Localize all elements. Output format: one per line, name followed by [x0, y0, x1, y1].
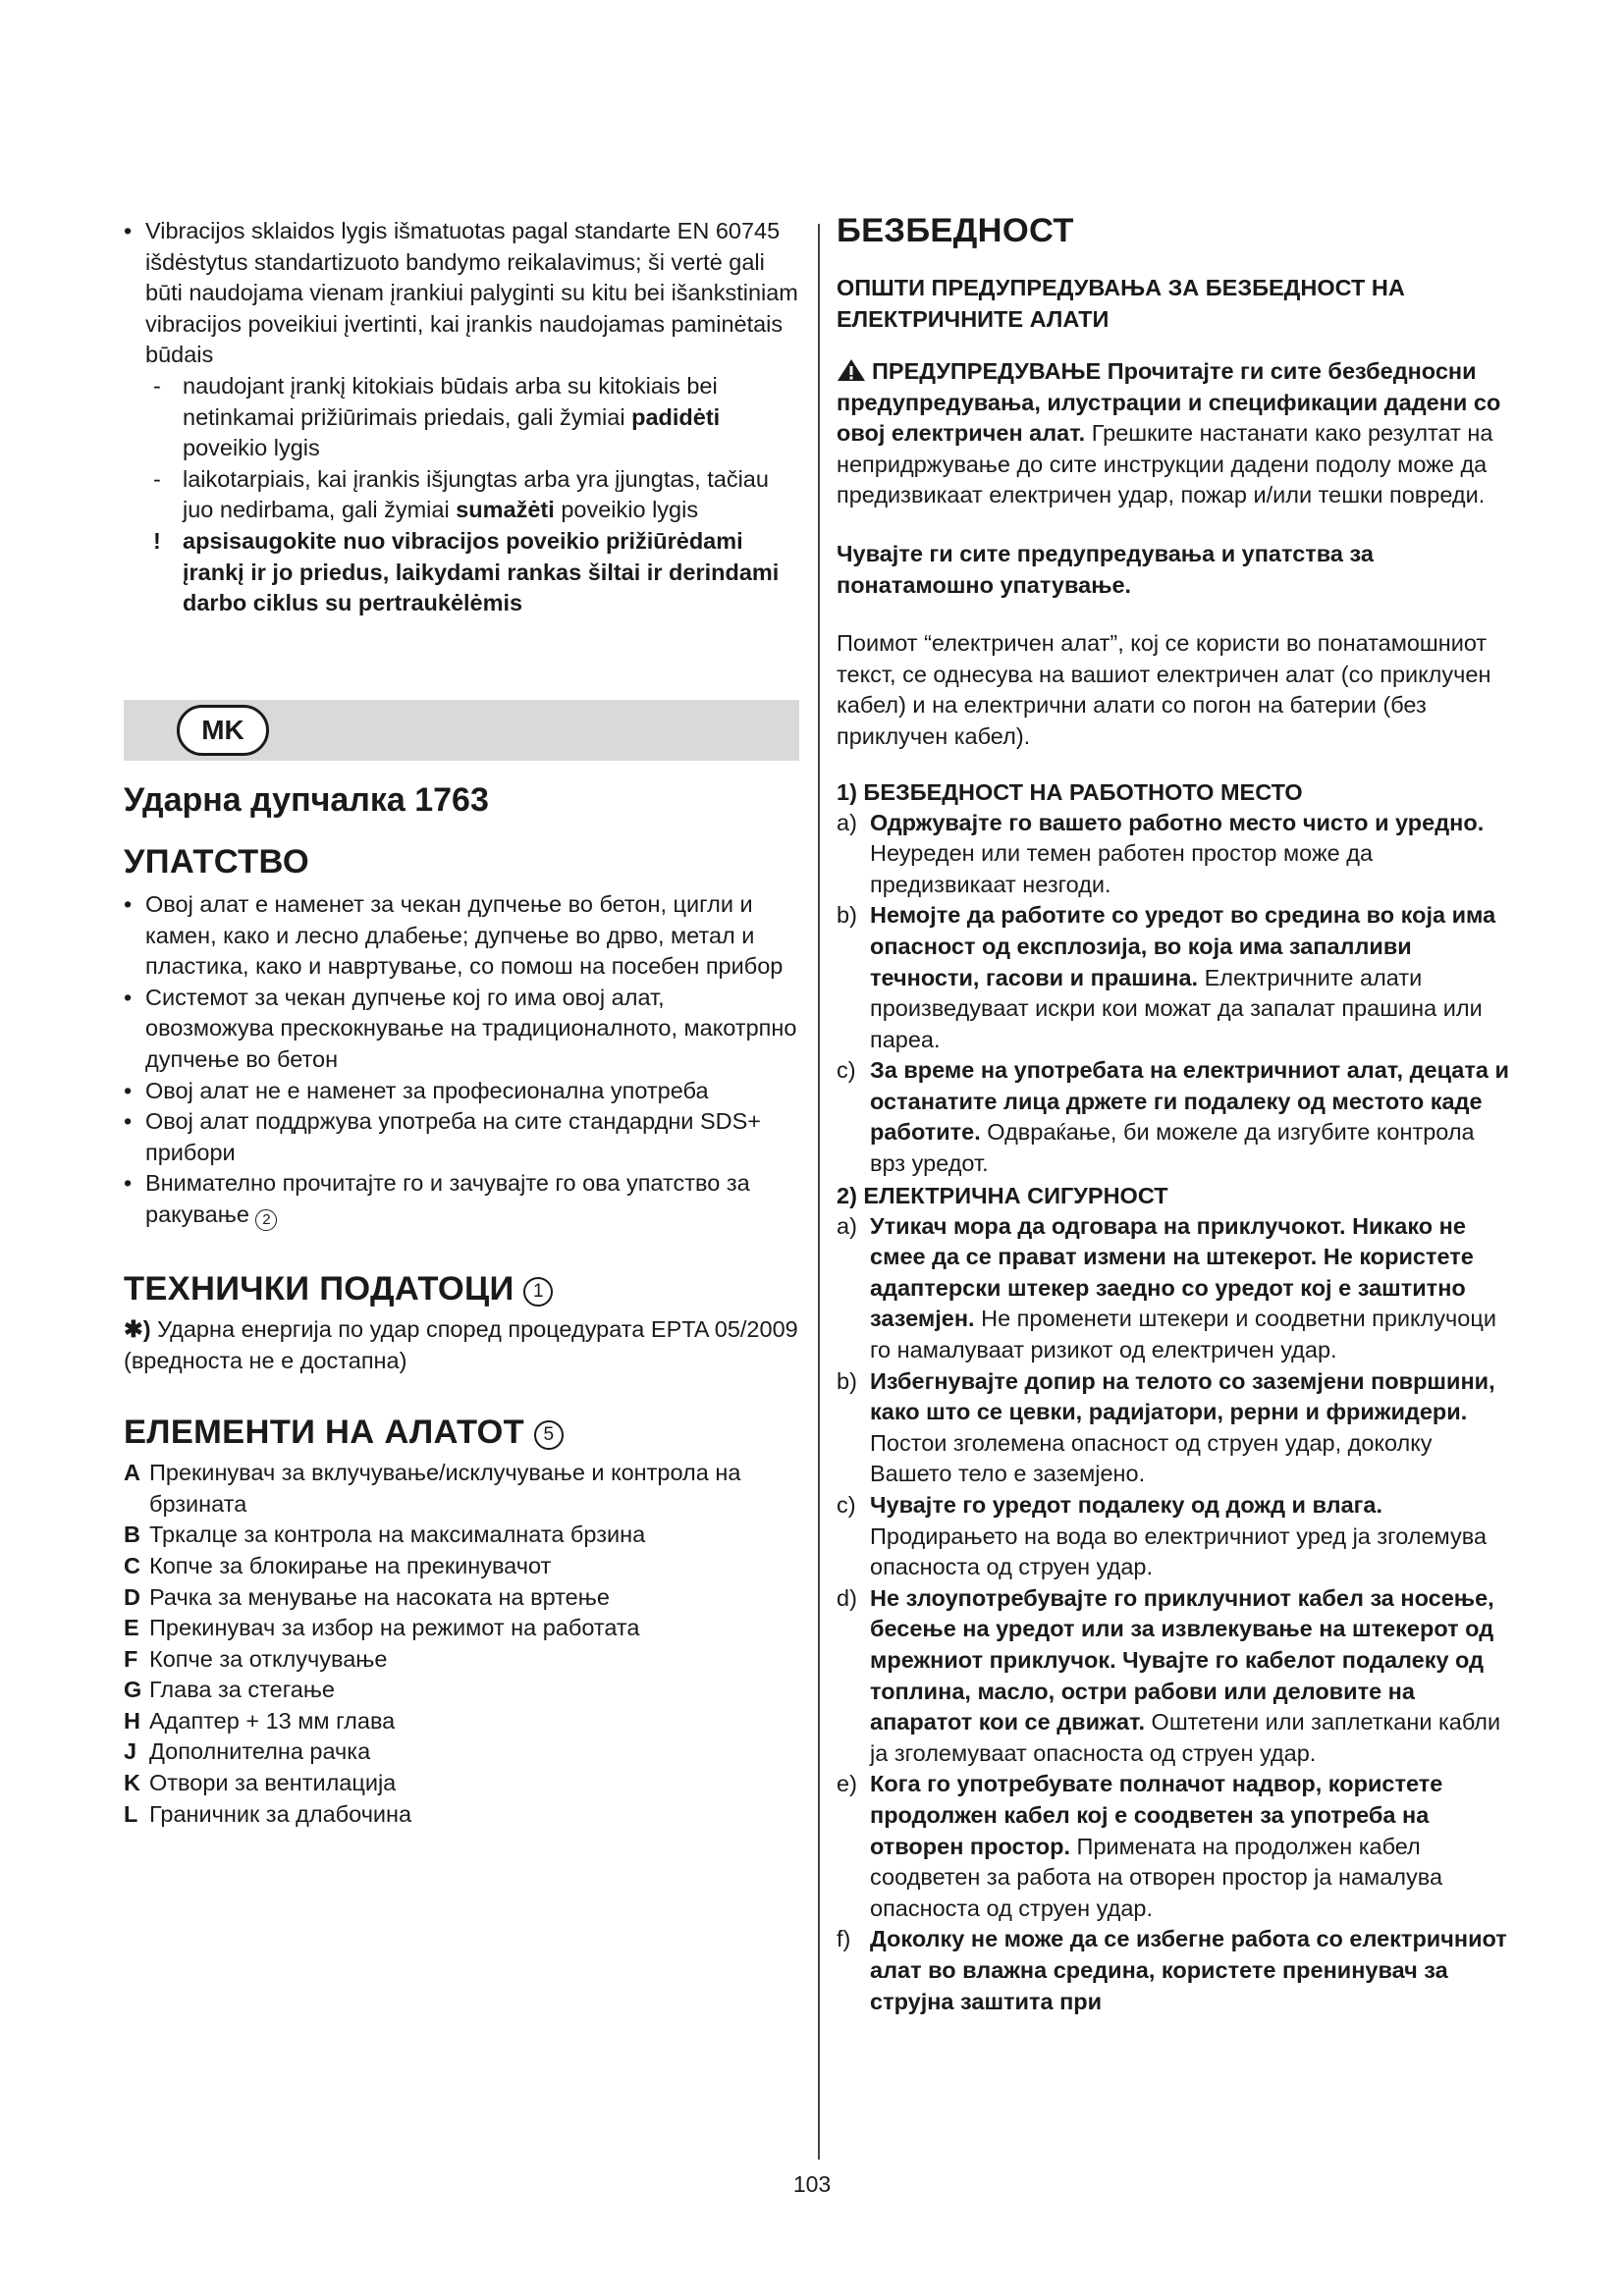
parts-list	[124, 1458, 799, 1830]
safety-item: e) Кога го употребувате полначот надвор, користете продолжен кабел кој е соодветен за употреба на отворен простор. Примената на продолжен кабел соодветен за работа на отворен простор ја намалува опасноста од струен удар.	[837, 1771, 1443, 1921]
vibration-warning: ! apsisaugokite nuo vibracijos poveikio prižiūrėdami įrankį ir jo priedus, laikydami rankas šiltai ir derindami darbo ciklus su pertraukėlėmis	[153, 527, 780, 616]
term-definition: Поимот “електричен алат”, кој се користи во понатамошниот текст, се однесува на вашиот електричен алат (со приклучен кабел) и на електрични алати со погон на батерии (без приклучен кабел).	[837, 630, 1491, 749]
part-item: J Дополнителна рачка	[124, 1738, 371, 1765]
section-2-heading: 2) ЕЛЕКТРИЧНА СИГУРНОСТ	[837, 1182, 1168, 1208]
usage-list	[124, 889, 799, 1231]
left-column-mk	[124, 781, 799, 1830]
section-2-list	[837, 1211, 1514, 2017]
elements-heading: ЕЛЕМЕНТИ НА АЛАТОТ 5	[124, 1414, 799, 1452]
asterisk-icon: ✱)	[124, 1315, 151, 1342]
part-item: G Глава за стегање	[124, 1677, 335, 1703]
part-item: E Прекинувач за избор на режимот на работата	[124, 1615, 640, 1641]
part-item: F Копче за отклучување	[124, 1645, 388, 1672]
part-item: L Граничник за длабочина	[124, 1800, 412, 1827]
tech-heading: ТЕХНИЧКИ ПОДАТОЦИ 1	[124, 1270, 799, 1308]
figure-ref-2: 2	[255, 1209, 277, 1231]
vibration-bullet: • Vibracijos sklaidos lygis išmatuotas pagal standarte EN 60745 išdėstytus standartizuoto bandymo reikalavimus; ši vertė gali būti naudojama vienam įrankiui palyginti su kitu bei išankstiniam vibracijos poveikiui įvertinti, kai įrankis naudojamas paminėtais būdais	[124, 216, 799, 371]
safety-item: a) Утикач мора да одговара на приклучокот. Никако не смее да се прават измени на штекерот. Не користете адаптерски штекер заедно со уредот кој е заштитно заземјен. Не променети штекери и соодветни приклучоци го намалуваат ризикот од електричен удар.	[837, 1212, 1496, 1363]
product-title: Ударна дупчалка 1763	[124, 781, 489, 819]
warning-paragraph: ПРЕДУПРЕДУВАЊЕ Прочитајте ги сите безбедносни предупредувања, илустрации и спецификации дадени со овој електричен алат. Грешките настанати како резултат на непридржување до сите инструкции дадени подолу може да предизвикаат електричен удар, пожар и/или тешки повреди.	[837, 358, 1501, 508]
column-divider	[818, 224, 820, 2160]
warning-triangle-icon	[837, 358, 866, 382]
figure-ref-1: 1	[523, 1277, 553, 1307]
page-number: 103	[792, 2171, 832, 2197]
part-item: K Отвори за вентилација	[124, 1770, 397, 1796]
part-item: H Адаптер + 13 мм глава	[124, 1707, 396, 1734]
section-1-heading: 1) БЕЗБЕДНОСТ НА РАБОТНОТО МЕСТО	[837, 778, 1303, 805]
part-item: A Прекинувач за вклучување/исклучување и контрола на брзината	[124, 1460, 741, 1517]
safety-item: a) Одржувајте го вашето работно место чисто и уредно. Неуреден или темен работен простор може да предизвикаат незгоди.	[837, 809, 1485, 897]
general-warnings-heading: ОПШТИ ПРЕДУПРЕДУВАЊА ЗА БЕЗБЕДНОСТ НА ЕЛЕКТРИЧНИТЕ АЛАТИ	[837, 275, 1405, 332]
language-band	[124, 700, 799, 761]
usage-bullet: • Овој алат е наменет за чекан дупчење во бетон, цигли и камен, како и лесно длабење; дупчење во дрво, метал и пластика, како и навртување, со помош на посебен прибор	[124, 889, 799, 983]
right-column	[837, 212, 1514, 2017]
tech-note: ✱) Ударна енергија по удар според процедурата EPTA 05/2009 (вредноста не е достапна)	[124, 1315, 798, 1373]
section-1-list	[837, 808, 1514, 1180]
part-item: B Тркалце за контрола на максималната брзина	[124, 1522, 646, 1548]
usage-bullet: • Системот за чекан дупчење кој го има овој алат, овозможува прескокнување на традиционалното, макотрпно дупчење во бетон	[124, 983, 799, 1076]
left-column	[124, 216, 799, 619]
language-badge: MK	[177, 705, 269, 756]
safety-item: b) Избегнувајте допир на телото со заземјени површини, како што се цевки, радијатори, рерни и фрижидери. Постои зголемена опасност од струен удар, доколку Вашето тело е заземјено.	[837, 1367, 1495, 1487]
safety-item: c) Чувајте го уредот подалеку од дожд и влага. Продирањето на вода во електричниот уред ја зголемува опасноста од струен удар.	[837, 1492, 1488, 1580]
keep-instructions: Чувајте ги сите предупредувања и упатства за понатамошно упатување.	[837, 540, 1374, 598]
vibration-dash-1: - naudojant įrankį kitokiais būdais arba su kitokiais bei netinkamai prižiūrimais priedais, gali žymiai padidėti poveikio lygis	[153, 372, 721, 461]
usage-bullet: • Овој алат не е наменет за професионална употреба	[124, 1076, 799, 1107]
vibration-dash-2: - laikotarpiais, kai įrankis išjungtas arba yra įjungtas, tačiau juo nedirbama, gali žymiai sumažėti poveikio lygis	[153, 465, 769, 523]
safety-item: f) Доколку не може да се избегне работа со електричниот алат во влажна средина, користете пренинувач за струјна заштита при	[837, 1926, 1507, 2014]
usage-heading: УПАТСТВО	[124, 843, 309, 881]
safety-heading: БЕЗБЕДНОСТ	[837, 212, 1074, 249]
usage-bullet: • Внимателно прочитајте го и зачувајте го ова упатство за ракување 2	[124, 1168, 799, 1231]
safety-item: d) Не злоупотребувајте го приклучниот кабел за носење, бесење на уредот или за извлекување на штекерот од мрежниот приклучок. Чувајте го кабелот подалеку од топлина, масло, остри рабови или деловите на апаратот кои се движат. Оштетени или заплеткани кабли ја зголемуваат опасноста од струен удар.	[837, 1584, 1501, 1766]
usage-bullet: • Овој алат поддржува употреба на сите стандардни SDS+ прибори	[124, 1106, 799, 1168]
safety-item: b) Немојте да работите со уредот во средина во која има опасност од експлозија, во која има запалливи течности, гасови и прашина. Електричните алати произведуваат искри кои можат да запалат прашина или пареа.	[837, 902, 1496, 1052]
figure-ref-5: 5	[534, 1420, 564, 1450]
part-item: D Рачка за менување на насоката на вртење	[124, 1583, 610, 1610]
part-item: C Копче за блокирање на прекинувачот	[124, 1552, 552, 1578]
safety-item: c) За време на употребата на електричниот алат, децата и останатите лица држете ги подалеку од местото каде работите. Одвраќање, би можеле да изгубите контрола врз уредот.	[837, 1057, 1509, 1177]
